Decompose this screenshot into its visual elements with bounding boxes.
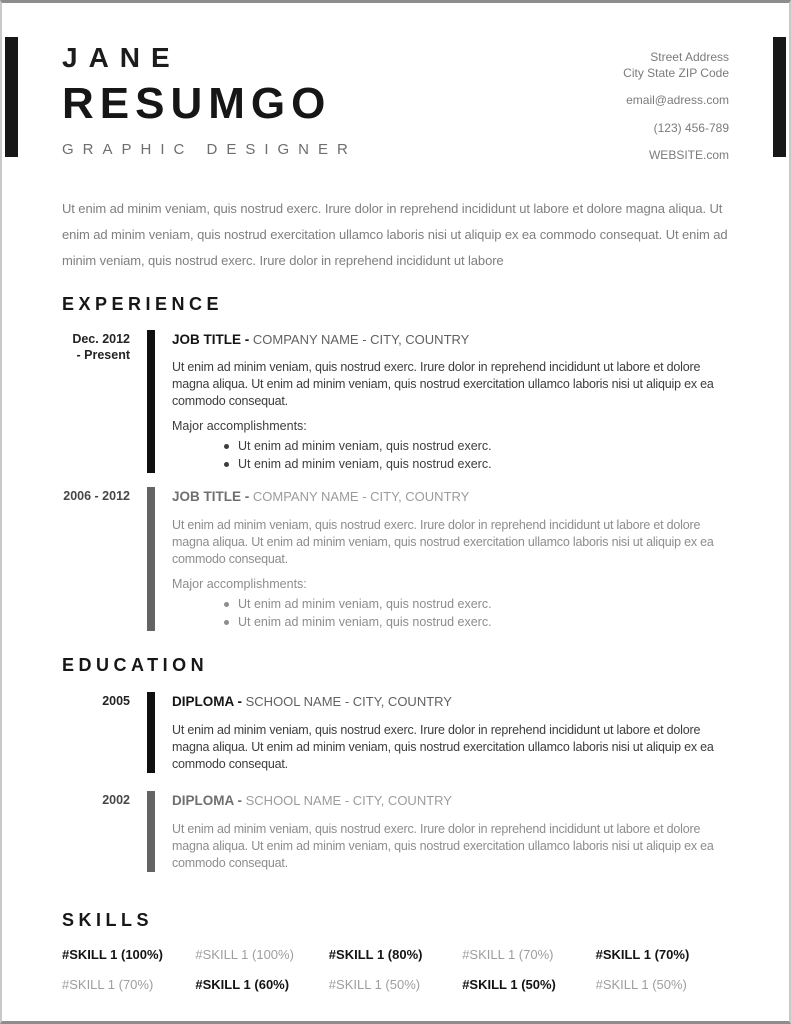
skill-item: #SKILL 1 (70%)	[462, 947, 554, 963]
company-name: COMPANY NAME - CITY, COUNTRY	[252, 331, 470, 347]
education-description: Ut enim ad minim veniam, quis nostrud exerc. Irure dolor in reprehend incididunt ut labore et dolore magna aliqua. Ut enim ad minim veniam, quis nostrud exercitation ullamco laboris nisi ut aliquip ex ea commodo consequat.	[172, 821, 714, 870]
skill-item: #SKILL 1 (100%)	[62, 947, 163, 963]
accomplishments-list	[172, 438, 727, 473]
entry-dates	[62, 330, 130, 474]
education-section	[62, 655, 729, 871]
entry-dates	[62, 692, 130, 773]
skill-item: #SKILL 1 (70%)	[595, 947, 690, 963]
accomplishment-item: Ut enim ad minim veniam, quis nostrud exerc.	[224, 614, 727, 632]
date-line: 2002	[102, 792, 130, 807]
first-name: JANE	[62, 42, 181, 73]
right-corner-bar	[773, 37, 786, 157]
education-entry	[62, 692, 729, 773]
accomplishments-list	[172, 596, 727, 631]
experience-entry	[62, 487, 729, 631]
job-title: JOB TITLE -	[172, 489, 250, 505]
email: email@adress.com	[626, 93, 729, 108]
entry-dates	[62, 791, 130, 872]
company-name: COMPANY NAME - CITY, COUNTRY	[252, 489, 470, 505]
entry-title	[172, 791, 727, 810]
skill-item: #SKILL 1 (80%)	[328, 947, 423, 963]
accomplishment-item: Ut enim ad minim veniam, quis nostrud exerc.	[224, 438, 727, 456]
last-name: RESUMGO	[62, 78, 332, 128]
timeline-bar	[147, 692, 155, 773]
skill-item: #SKILL 1 (70%)	[62, 977, 154, 993]
diploma-title: DIPLOMA -	[172, 792, 242, 808]
timeline-bar	[147, 330, 155, 474]
entry-content	[172, 330, 729, 474]
contact-block	[623, 43, 729, 174]
date-line: 2005	[102, 693, 130, 708]
job-description: Ut enim ad minim veniam, quis nostrud exerc. Irure dolor in reprehend incididunt ut labore et dolore magna aliqua. Ut enim ad minim veniam, quis nostrud exercitation ullamco laboris nisi ut aliquip ex ea commodo consequat.	[172, 518, 714, 567]
skill-item: #SKILL 1 (50%)	[595, 977, 687, 993]
skill-item: #SKILL 1 (100%)	[195, 947, 294, 963]
date-line: 2006 - 2012	[63, 489, 130, 504]
experience-section	[62, 294, 729, 631]
entry-title	[172, 330, 727, 349]
left-corner-bar	[5, 37, 18, 157]
summary-paragraph: Ut enim ad minim veniam, quis nostrud exerc. Irure dolor in reprehend incididunt ut labore et dolore magna aliqua. Ut enim ad minim veniam, quis nostrud exercitation ullamco laboris nisi ut aliquip ex ea commodo consequat. Ut enim ad minim veniam, quis nostrud exerc. Irure dolor in reprehend incididunt ut labore	[62, 200, 728, 268]
skill-item: #SKILL 1 (50%)	[328, 977, 421, 993]
timeline-bar	[147, 487, 155, 631]
entry-title	[172, 487, 727, 506]
entry-title	[172, 692, 727, 711]
phone: (123) 456-789	[653, 120, 729, 135]
skills-section	[62, 910, 729, 994]
entry-content	[172, 791, 729, 872]
education-heading: EDUCATION	[62, 655, 209, 676]
job-description: Ut enim ad minim veniam, quis nostrud exerc. Irure dolor in reprehend incididunt ut labore et dolore magna aliqua. Ut enim ad minim veniam, quis nostrud exercitation ullamco laboris nisi ut aliquip ex ea commodo consequat.	[172, 360, 714, 409]
job-title: JOB TITLE -	[172, 331, 250, 347]
education-description: Ut enim ad minim veniam, quis nostrud exerc. Irure dolor in reprehend incididunt ut labore et dolore magna aliqua. Ut enim ad minim veniam, quis nostrud exercitation ullamco laboris nisi ut aliquip ex ea commodo consequat.	[172, 722, 714, 771]
date-line: - Present	[76, 348, 130, 363]
skill-item: #SKILL 1 (60%)	[195, 977, 290, 993]
timeline-bar	[147, 791, 155, 872]
school-name: SCHOOL NAME - CITY, COUNTRY	[245, 792, 452, 808]
accomplishments-label: Major accomplishments:	[172, 419, 307, 434]
city-state-zip: City State ZIP Code	[623, 66, 729, 81]
website: WEBSITE.com	[648, 147, 729, 162]
entry-dates	[62, 487, 130, 631]
experience-entry	[62, 330, 729, 474]
name-block	[62, 43, 357, 174]
street-address: Street Address	[650, 50, 729, 64]
diploma-title: DIPLOMA -	[172, 693, 242, 709]
date-line: Dec. 2012	[72, 331, 130, 346]
experience-heading: EXPERIENCE	[62, 293, 224, 314]
skill-item: #SKILL 1 (50%)	[462, 977, 556, 993]
header	[62, 3, 729, 174]
skills-heading: SKILLS	[62, 909, 154, 930]
school-name: SCHOOL NAME - CITY, COUNTRY	[245, 693, 452, 709]
skills-grid	[62, 947, 729, 993]
entry-content	[172, 487, 729, 631]
accomplishments-label: Major accomplishments:	[172, 577, 307, 592]
accomplishment-item: Ut enim ad minim veniam, quis nostrud exerc.	[224, 596, 727, 614]
address-group	[623, 49, 729, 81]
job-role: GRAPHIC DESIGNER	[62, 140, 357, 158]
accomplishment-item: Ut enim ad minim veniam, quis nostrud exerc.	[224, 456, 727, 474]
entry-content	[172, 692, 729, 773]
education-entry	[62, 791, 729, 872]
